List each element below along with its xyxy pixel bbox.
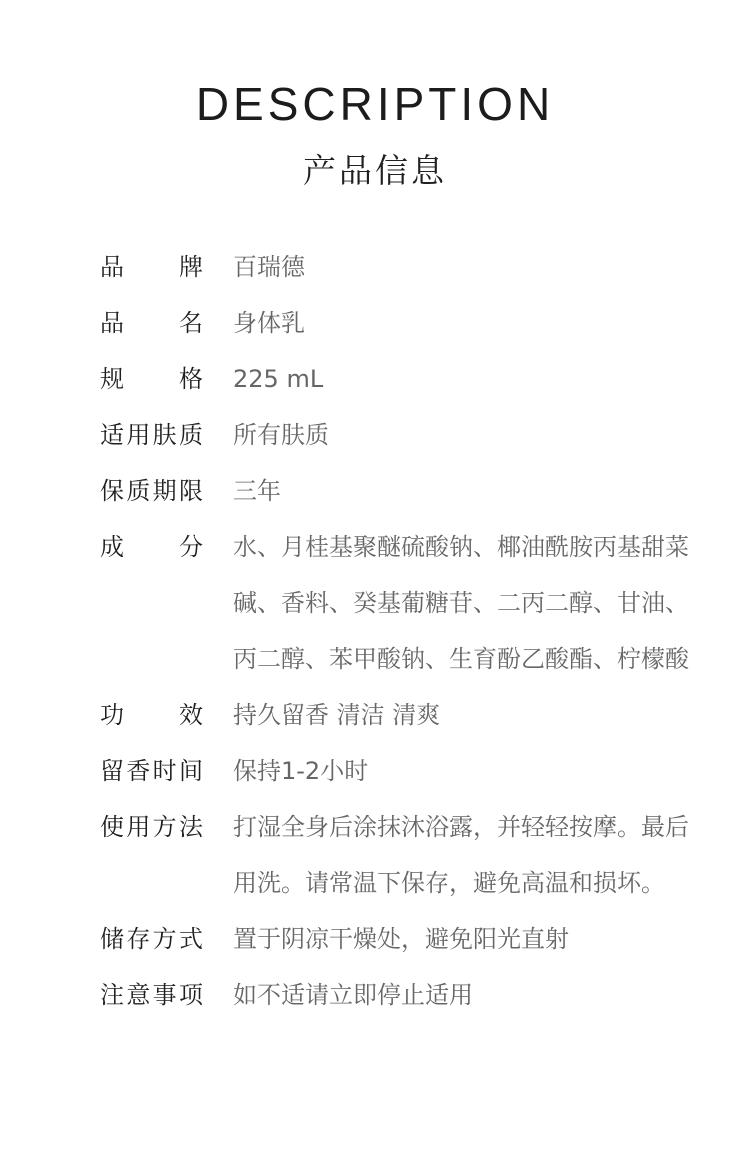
info-label: 注意事项 bbox=[100, 981, 203, 1009]
info-label: 功效 bbox=[100, 701, 203, 729]
info-value: 百瑞德 bbox=[233, 253, 305, 281]
info-row-usage bbox=[100, 808, 720, 902]
product-info-list bbox=[100, 248, 720, 1032]
info-value: 打湿全身后涂抹沐浴露，并轻轻按摩。最后用洗。请常温下保存，避免高温和损坏。 bbox=[233, 813, 689, 897]
info-value: 置于阴凉干燥处，避免阳光直射 bbox=[233, 925, 569, 953]
info-label: 使用方法 bbox=[100, 813, 203, 841]
info-value: 持久留香 清洁 清爽 bbox=[233, 701, 441, 729]
info-label: 保质期限 bbox=[100, 477, 203, 505]
info-row-ingredients bbox=[100, 528, 720, 678]
info-label: 成分 bbox=[100, 533, 203, 561]
info-label: 留香时间 bbox=[100, 757, 203, 785]
info-value: 225 mL bbox=[233, 365, 324, 393]
info-value: 所有肤质 bbox=[233, 421, 329, 449]
info-value: 水、月桂基聚醚硫酸钠、椰油酰胺丙基甜菜碱、香料、癸基葡糖苷、二丙二醇、甘油、丙二醇、苯甲酸钠、生育酚乙酸酯、柠檬酸 bbox=[233, 533, 689, 673]
info-value: 如不适请立即停止适用 bbox=[233, 981, 473, 1009]
product-info-subtitle: 产品信息 bbox=[303, 151, 447, 190]
info-row-efficacy bbox=[100, 696, 720, 734]
description-title: DESCRIPTION bbox=[195, 78, 555, 130]
info-label: 适用肤质 bbox=[100, 421, 203, 449]
info-row-precautions bbox=[100, 976, 720, 1014]
info-value: 三年 bbox=[233, 477, 281, 505]
info-value: 保持1-2小时 bbox=[233, 757, 369, 785]
info-row-skin-type bbox=[100, 416, 720, 454]
info-row-shelf-life bbox=[100, 472, 720, 510]
info-label: 品名 bbox=[100, 309, 203, 337]
info-value: 身体乳 bbox=[233, 309, 305, 337]
info-label: 规格 bbox=[100, 365, 203, 393]
info-row-brand bbox=[100, 248, 720, 286]
info-row-storage bbox=[100, 920, 720, 958]
info-label: 储存方式 bbox=[100, 925, 203, 953]
info-row-fragrance-duration bbox=[100, 752, 720, 790]
info-label: 品牌 bbox=[100, 253, 203, 281]
info-row-specification bbox=[100, 360, 720, 398]
info-row-product-name bbox=[100, 304, 720, 342]
